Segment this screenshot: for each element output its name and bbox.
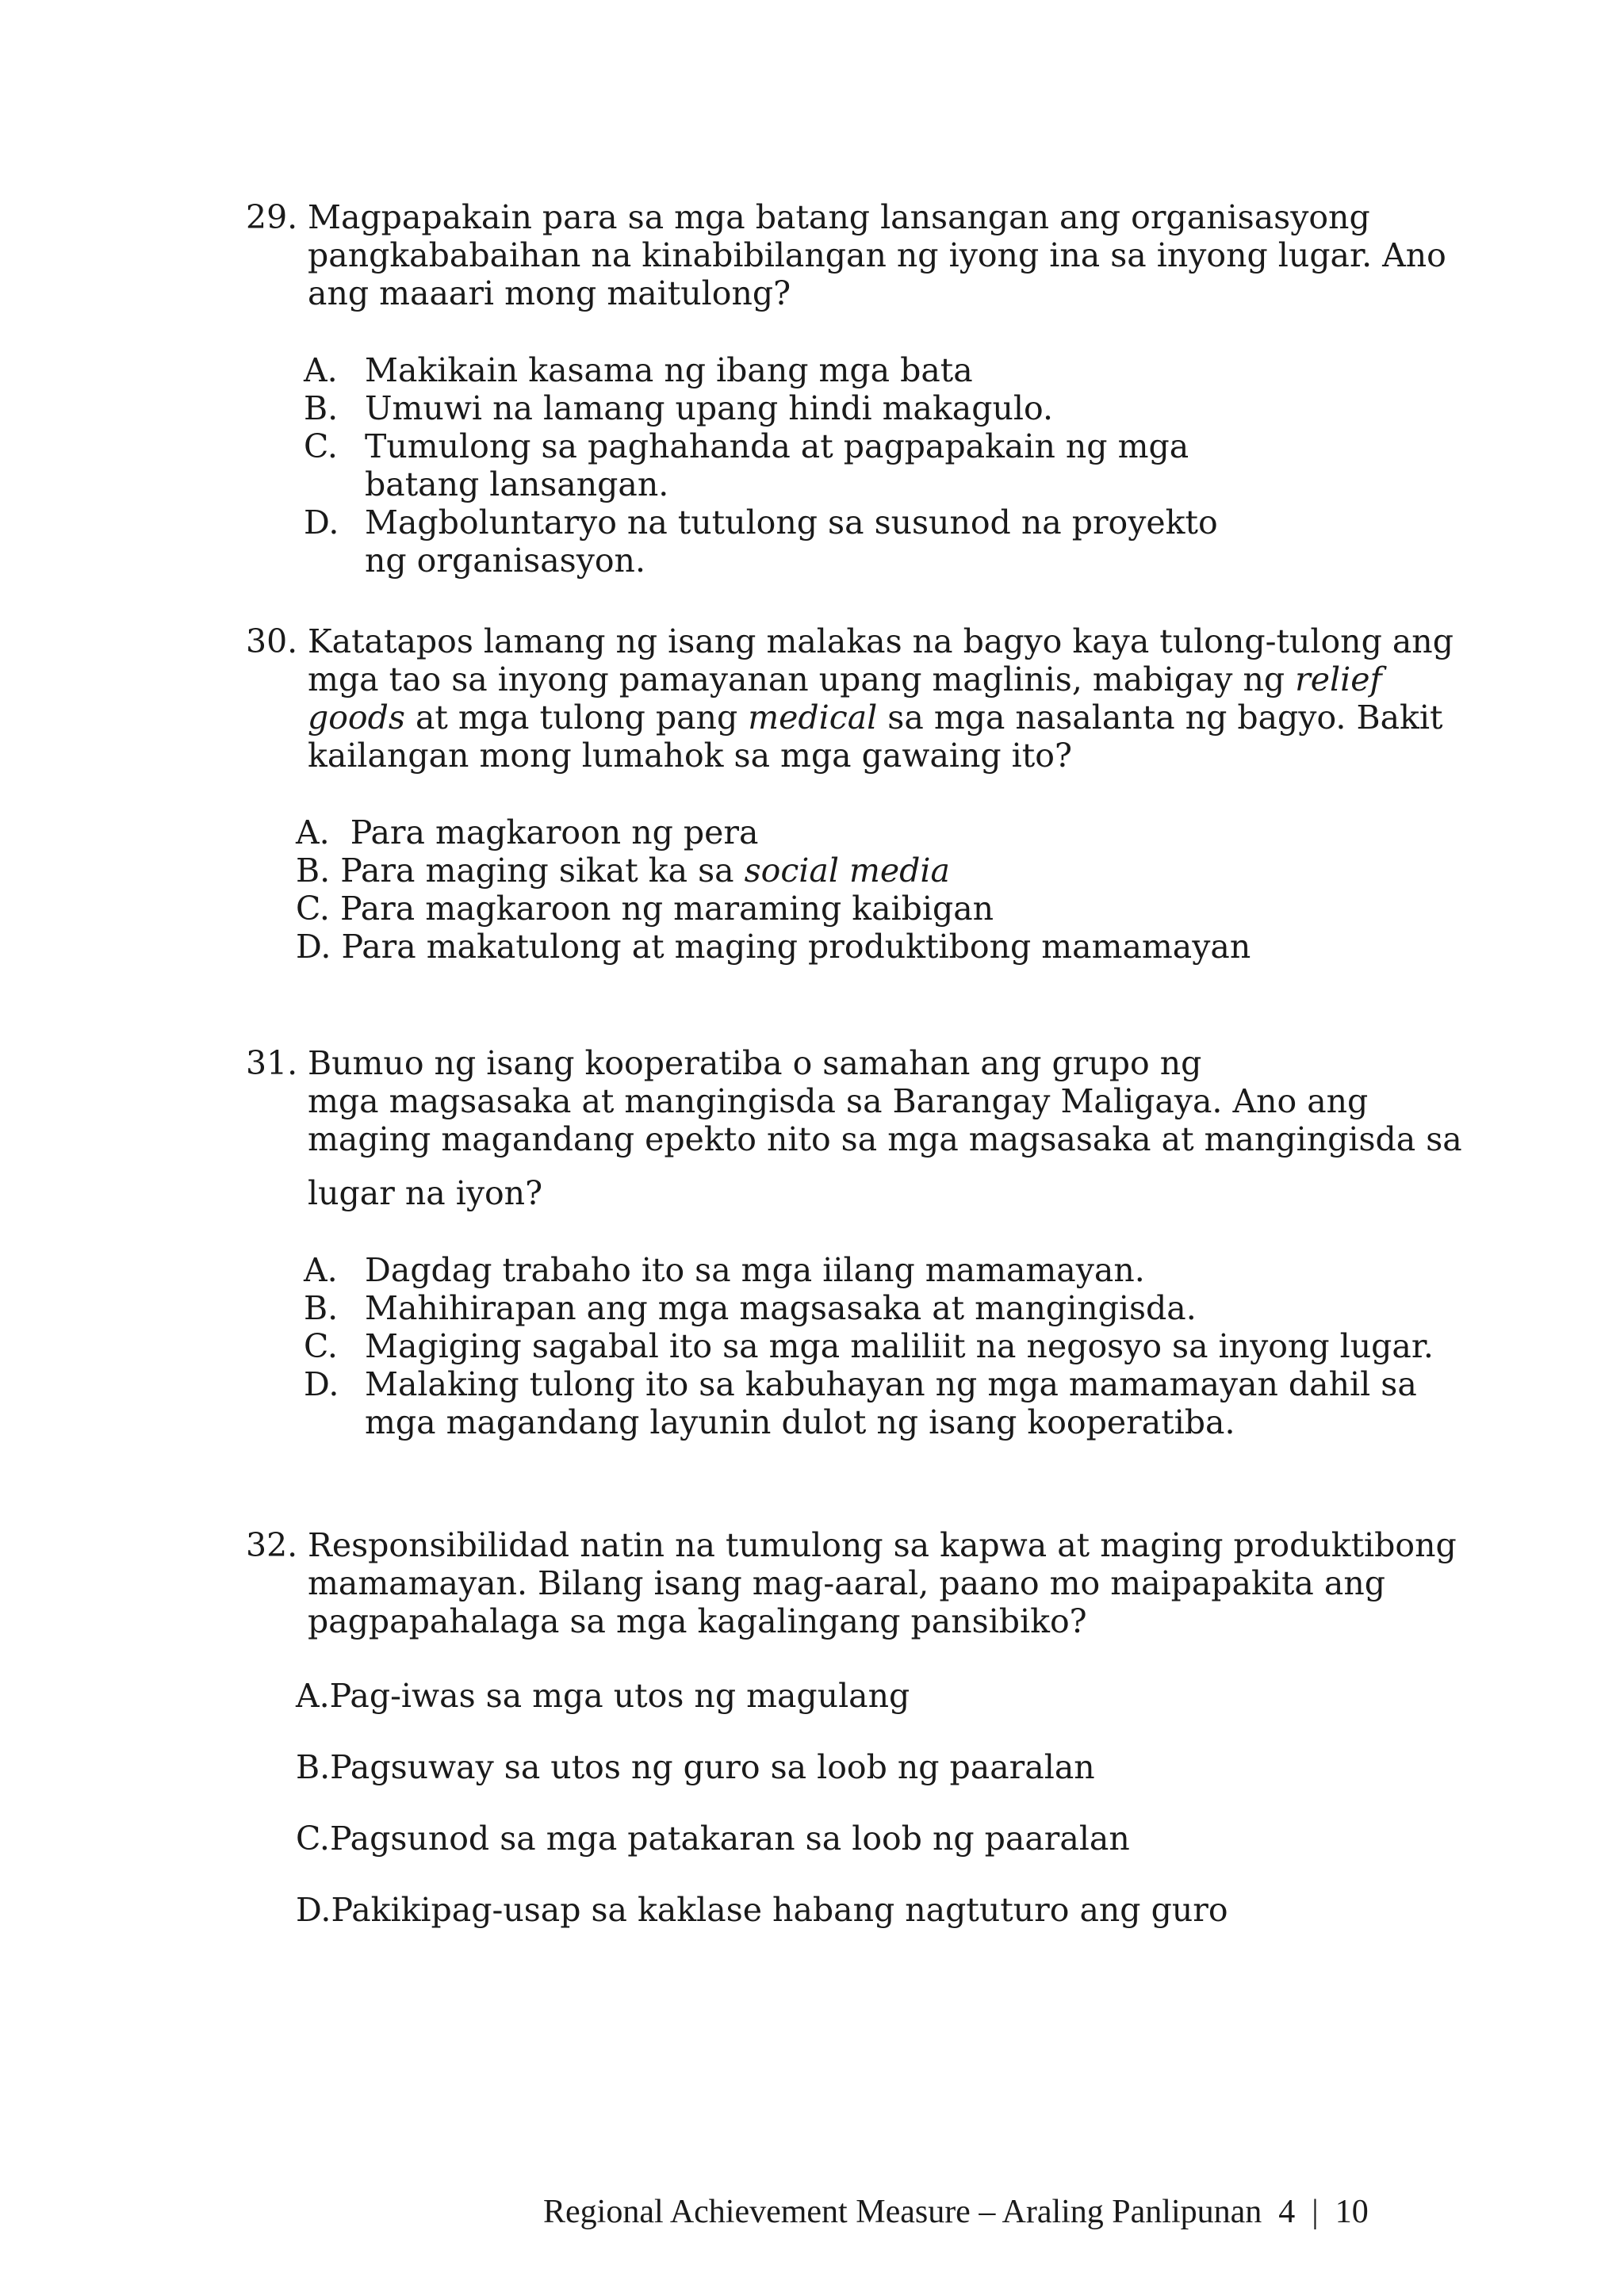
question-stem-line: goods at mga tulong pang medical sa mga nasalanta ng bagyo. Bakit <box>308 698 1443 737</box>
option-text: ng organisasyon. <box>365 541 645 580</box>
option-text: A. Para magkaroon ng pera <box>296 813 759 851</box>
option-letter: D. <box>304 1365 339 1403</box>
question-stem-line: ang maaari mong maitulong? <box>308 274 791 312</box>
option-text: B. Para maging sikat ka sa social media <box>296 851 950 890</box>
option-text: Makikain kasama ng ibang mga bata <box>365 351 973 389</box>
option-letter: C. <box>304 427 338 465</box>
question-stem-line: mga tao sa inyong pamayanan upang maglinis, mabigay ng relief <box>308 660 1382 698</box>
option-letter: A. <box>304 351 338 389</box>
italic-term: medical <box>748 698 878 737</box>
question-number: 32. <box>246 1526 298 1564</box>
question-number: 31. <box>246 1044 298 1082</box>
question-number: 30. <box>246 622 298 660</box>
question-stem-line: kailangan mong lumahok sa mga gawaing ito? <box>308 737 1072 775</box>
option-letter: A. <box>304 1251 338 1289</box>
italic-term: goods <box>308 698 405 737</box>
question-stem-line: Bumuo ng isang kooperatiba o samahan ang grupo ng <box>308 1044 1202 1082</box>
question-stem-line: maging magandang epekto nito sa mga magsasaka at mangingisda sa <box>308 1120 1462 1158</box>
option-text: D. Para makatulong at maging produktibong mamamayan <box>296 928 1251 966</box>
option-text: Mahihirapan ang mga magsasaka at mangingisda. <box>365 1289 1197 1327</box>
option-text: Malaking tulong ito sa kabuhayan ng mga mamamayan dahil sa <box>365 1365 1417 1403</box>
question-stem-line: Responsibilidad natin na tumulong sa kapwa at maging produktibong <box>308 1526 1457 1564</box>
option-text: B.Pagsuway sa utos ng guro sa loob ng paaralan <box>296 1748 1095 1786</box>
option-text: D.Pakikipag-usap sa kaklase habang nagtuturo ang guro <box>296 1891 1228 1929</box>
question-stem-line: Katatapos lamang ng isang malakas na bagyo kaya tulong-tulong ang <box>308 622 1454 660</box>
option-text: C. Para magkaroon ng maraming kaibigan <box>296 890 994 928</box>
italic-term: relief <box>1295 660 1382 698</box>
page-footer: Regional Achievement Measure – Araling Panlipunan 4 | 10 <box>543 2194 1369 2230</box>
option-text: C.Pagsunod sa mga patakaran sa loob ng paaralan <box>296 1820 1130 1858</box>
option-text: A.Pag-iwas sa mga utos ng magulang <box>296 1677 910 1715</box>
question-stem-line: Magpapakain para sa mga batang lansangan ang organisasyong <box>308 198 1370 236</box>
question-number: 29. <box>246 198 298 236</box>
italic-term: social media <box>744 851 950 890</box>
option-letter: D. <box>304 503 339 541</box>
question-stem-line: mga magsasaka at mangingisda sa Barangay Maligaya. Ano ang <box>308 1082 1369 1120</box>
option-letter: B. <box>304 389 339 427</box>
option-letter: B. <box>304 1289 339 1327</box>
option-text: Umuwi na lamang upang hindi makagulo. <box>365 389 1053 427</box>
option-text: Tumulong sa paghahanda at pagpapakain ng mga <box>365 427 1189 465</box>
question-stem-line: pagpapahalaga sa mga kagalingang pansibiko? <box>308 1602 1087 1640</box>
question-stem-line: lugar na iyon? <box>308 1174 543 1212</box>
question-stem-line: pangkababaihan na kinabibilangan ng iyong ina sa inyong lugar. Ano <box>308 236 1446 274</box>
option-letter: C. <box>304 1327 338 1365</box>
option-text: Magiging sagabal ito sa mga maliliit na negosyo sa inyong lugar. <box>365 1327 1434 1365</box>
option-text: Magboluntaryo na tutulong sa susunod na proyekto <box>365 503 1218 541</box>
option-text: batang lansangan. <box>365 465 669 503</box>
option-text: Dagdag trabaho ito sa mga iilang mamamayan. <box>365 1251 1145 1289</box>
option-text: mga magandang layunin dulot ng isang kooperatiba. <box>365 1403 1235 1441</box>
question-stem-line: mamamayan. Bilang isang mag-aaral, paano mo maipapakita ang <box>308 1564 1386 1602</box>
